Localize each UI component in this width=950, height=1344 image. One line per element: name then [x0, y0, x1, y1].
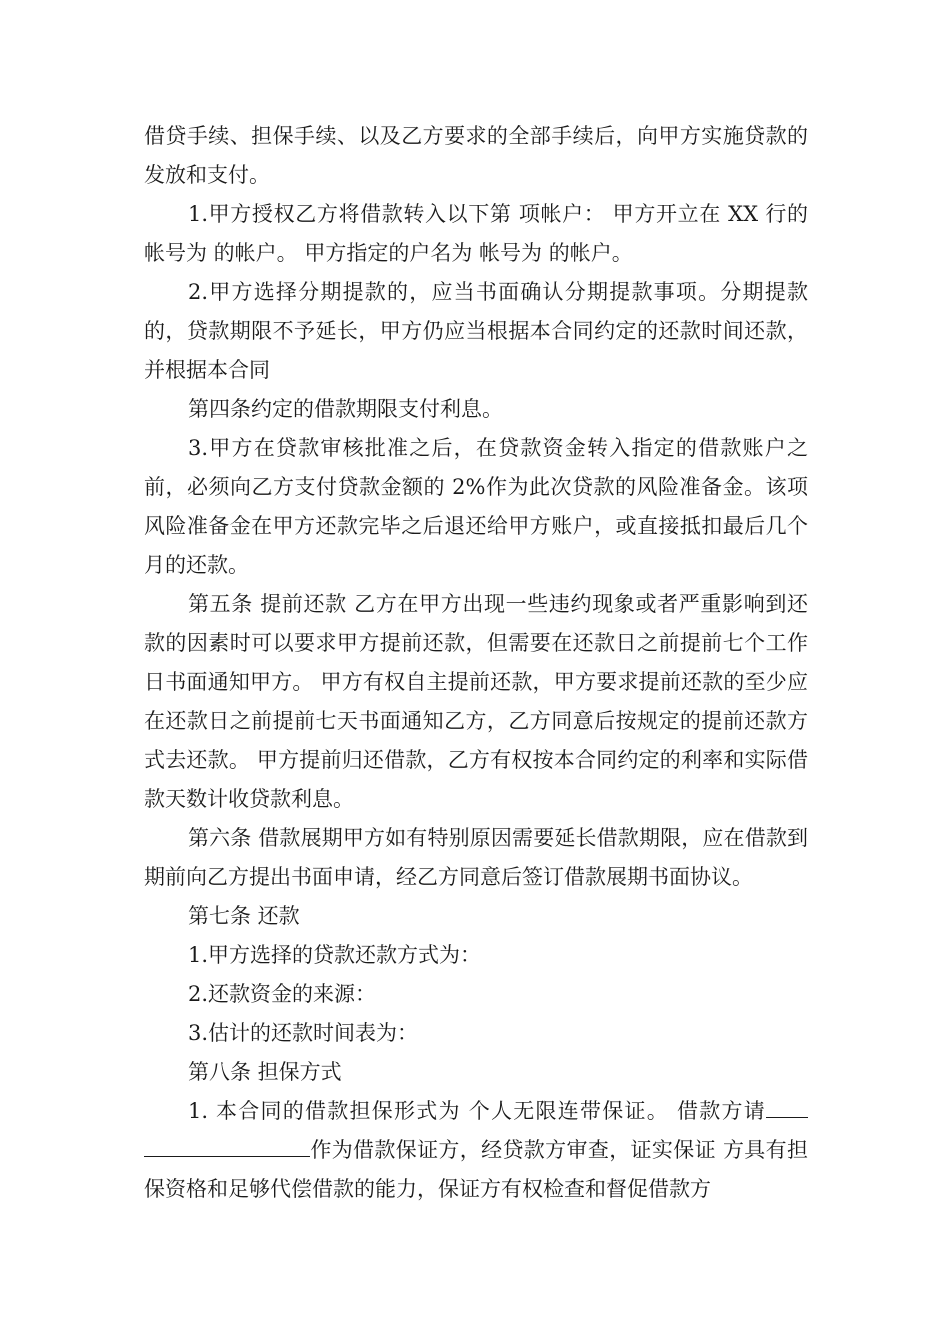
paragraph-risk-reserve: 3.甲方在贷款审核批准之后，在贷款资金转入指定的借款账户之前，必须向乙方支付贷款金额的 2%作为此次贷款的风险准备金。该项风险准备金在甲方还款完毕之后退还给甲方账户，或直接抵扣最后几个月的还款。	[144, 436, 808, 577]
guarantee-text-part2: 作为借款保证方，经贷款方审查，证实保证 方具有担保资格和足够代偿借款的能力，保证方有权检查和督促借款方	[144, 1138, 808, 1201]
heading-article-7-repayment: 第七条 还款	[188, 904, 300, 928]
paragraph-article-6-extension: 第六条 借款展期甲方如有特别原因需要延长借款期限，应在借款到期前向乙方提出书面申请，经乙方同意后签订借款展期书面协议。	[144, 826, 808, 889]
paragraph-article-5-early-repayment: 第五条 提前还款 乙方在甲方出现一些违约现象或者严重影响到还款的因素时可以要求甲方提前还款，但需要在还款日之前提前七个工作日书面通知甲方。 甲方有权自主提前还款，甲方要求提前还款的至少应在还款日之前提前七天书面通知乙方，乙方同意后按规定的提前还款方式去还款。 甲方提前归还借款，乙方有权按本合同约定的利率和实际借款天数计收贷款利息。	[144, 592, 808, 811]
blank-line	[766, 1095, 808, 1118]
item-repayment-method: 1.甲方选择的贷款还款方式为：	[188, 943, 482, 967]
blank-line	[144, 1134, 310, 1157]
heading-article-8-guarantee: 第八条 担保方式	[188, 1060, 342, 1084]
item-repayment-source: 2.还款资金的来源：	[188, 982, 377, 1006]
item-repayment-schedule: 3.估计的还款时间表为：	[188, 1021, 419, 1045]
paragraph-account-authorization: 1.甲方授权乙方将借款转入以下第 项帐户： 甲方开立在 XX 行的帐号为 的帐户。 甲方指定的户名为 帐号为 的帐户。	[144, 202, 808, 265]
paragraph-interest-term: 第四条约定的借款期限支付利息。	[188, 397, 503, 421]
guarantee-text-part1: 1. 本合同的借款担保形式为 个人无限连带保证。 借款方请	[188, 1099, 766, 1123]
document-body	[144, 117, 808, 1209]
paragraph-guarantee-form	[144, 1092, 808, 1209]
paragraph-installment-withdrawal: 2.甲方选择分期提款的，应当书面确认分期提款事项。分期提款的，贷款期限不予延长，甲方仍应当根据本合同约定的还款时间还款，并根据本合同	[144, 280, 808, 382]
paragraph-continuation: 借贷手续、担保手续、以及乙方要求的全部手续后，向甲方实施贷款的发放和支付。	[144, 124, 808, 187]
